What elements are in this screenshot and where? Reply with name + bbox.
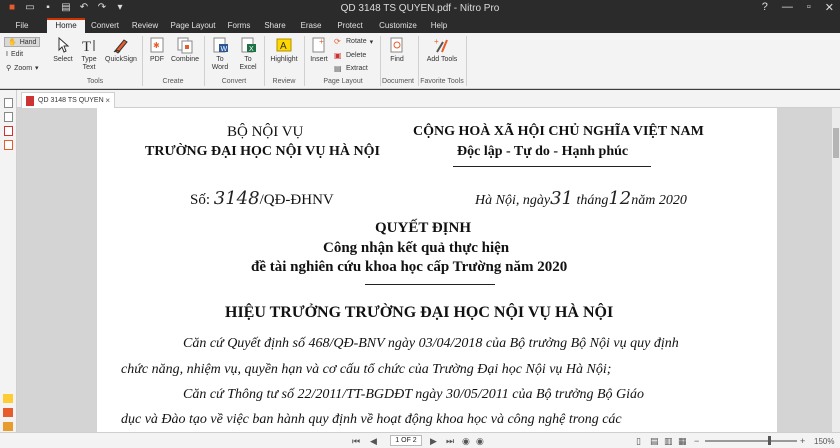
highlight-button[interactable]: A Highlight	[268, 36, 300, 64]
document-date: Hà Nội, ngày31 tháng12năm 2020	[475, 188, 687, 209]
zoom-tool-button[interactable]: ⚲ Zoom ▾	[6, 64, 39, 72]
org-line-1: BỘ NỘI VỤ	[227, 124, 304, 140]
facing-view-icon[interactable]: ▥	[664, 436, 673, 446]
document-viewer[interactable]	[17, 108, 832, 432]
add-tools-button[interactable]: + Add Tools	[426, 37, 458, 63]
title-bar	[0, 0, 840, 18]
open-icon[interactable]: ▭	[25, 2, 35, 13]
ribbon-separator	[204, 36, 205, 86]
nitro-logo-icon: ■	[8, 2, 16, 13]
insert-page-icon	[310, 36, 328, 54]
zoom-slider-thumb[interactable]	[768, 436, 771, 445]
to-excel-button[interactable]: X To Excel	[236, 36, 260, 72]
svg-text:✱: ✱	[153, 41, 160, 50]
tab-review[interactable]: Review	[131, 21, 159, 30]
ribbon-separator	[466, 36, 467, 86]
ribbon-tabs	[0, 18, 840, 33]
close-button[interactable]: ✕	[824, 2, 834, 14]
paragraph-1-line-2: chức năng, nhiệm vụ, quyền hạn và cơ cấu tổ chức của Trường Đại học Nội vụ Hà Nội;	[121, 362, 612, 377]
tab-help[interactable]: Help	[430, 21, 448, 30]
output-icon[interactable]	[3, 408, 13, 417]
highlight-icon	[275, 36, 293, 54]
window-title: QD 3148 TS QUYEN.pdf - Nitro Pro	[340, 3, 500, 14]
rotate-icon: ⟳	[334, 37, 341, 46]
ribbon: ✋ Hand I Edit ⚲ Zoom ▾ Select T Type Text QuickSign Tools ✱ PDF Combine Create W To Word X To Excel Convert A Highlight Review + Insert ⟳ Rotate ▾ ▣ Delete ▤ Extract Page Layout Find Document + Add Tools Favorite Tools	[0, 33, 840, 89]
customize-qat-icon[interactable]: ▾	[117, 2, 123, 13]
tab-erase[interactable]: Erase	[300, 21, 322, 30]
cursor-icon	[54, 36, 72, 54]
document-tab[interactable]: QD 3148 TS QUYEN ×	[21, 92, 115, 108]
decision-subheading-1: Công nhận kết quả thực hiện	[323, 240, 510, 256]
zoom-out-icon[interactable]: −	[694, 436, 700, 446]
heading-underline	[365, 284, 495, 285]
facing-continuous-view-icon[interactable]: ▦	[678, 436, 687, 446]
pen-icon	[112, 36, 130, 54]
notes-icon[interactable]	[3, 394, 13, 403]
authority-line: HIỆU TRƯỞNG TRƯỜNG ĐẠI HỌC NỘI VỤ HÀ NỘI	[225, 304, 614, 321]
scrollbar-thumb[interactable]	[833, 128, 839, 158]
tab-forms[interactable]: Forms	[227, 21, 251, 30]
save-icon[interactable]: ▪	[46, 2, 50, 13]
help-icon[interactable]: ?	[761, 1, 768, 13]
find-button[interactable]: Find	[384, 36, 410, 64]
tab-convert[interactable]: Convert	[90, 21, 119, 30]
next-page-icon[interactable]: ▶	[430, 436, 437, 446]
combine-icon	[176, 36, 194, 54]
comments-panel-icon[interactable]	[4, 140, 13, 150]
motto-underline	[453, 166, 651, 167]
hand-tool-button[interactable]: ✋ Hand	[4, 37, 40, 47]
combine-button[interactable]: Combine	[170, 36, 200, 64]
ribbon-separator	[142, 36, 143, 86]
delete-button[interactable]: ▣ Delete	[334, 51, 367, 60]
print-icon[interactable]: ▤	[61, 2, 71, 13]
zoom-level[interactable]: 150%	[814, 437, 835, 446]
ribbon-separator	[418, 36, 419, 86]
nation-line-2: Độc lập - Tự do - Hạnh phúc	[457, 144, 629, 159]
hand-icon: ✋	[8, 39, 17, 46]
org-line-2: TRƯỜNG ĐẠI HỌC NỘI VỤ HÀ NỘI	[145, 144, 380, 159]
nation-line-1: CỘNG HOÀ XÃ HỘI CHỦ NGHĨA VIỆT NAM	[413, 124, 704, 139]
pdf-file-icon	[26, 96, 34, 106]
zoom-slider[interactable]	[705, 440, 797, 442]
pdf-page	[97, 108, 777, 432]
tab-protect[interactable]: Protect	[337, 21, 363, 30]
pages-panel-icon[interactable]	[4, 98, 13, 108]
tab-page-layout[interactable]: Page Layout	[170, 21, 216, 30]
ribbon-separator	[264, 36, 265, 86]
minimize-button[interactable]: —	[781, 1, 793, 13]
bookmarks-panel-icon[interactable]	[4, 112, 13, 122]
pdf-create-icon	[148, 36, 166, 54]
tab-home[interactable]: Home	[47, 18, 85, 33]
type-text-icon	[80, 36, 98, 54]
type-text-button[interactable]: T Type Text	[78, 36, 100, 72]
tab-file[interactable]: File	[15, 21, 29, 30]
svg-text:A: A	[280, 41, 287, 52]
redo-icon[interactable]: ↷	[97, 2, 107, 13]
left-side-panel	[0, 90, 17, 432]
decision-subheading-2: đề tài nghiên cứu khoa học cấp Trường năm 2020	[251, 259, 568, 275]
svg-text:+: +	[319, 37, 324, 46]
attachments-panel-icon[interactable]	[4, 126, 13, 136]
document-tabs	[17, 90, 840, 108]
rotate-button[interactable]: ⟳ Rotate ▾	[334, 37, 374, 46]
excel-icon	[239, 36, 257, 54]
delete-page-icon: ▣	[334, 51, 342, 60]
ribbon-separator	[304, 36, 305, 86]
last-page-icon[interactable]: ⏭	[446, 436, 455, 446]
paragraph-2-line-1: Căn cứ Thông tư số 22/2011/TT-BGDĐT ngày 30/05/2011 của Bộ trưởng Bộ Giáo	[183, 387, 645, 402]
chevron-down-icon: ▾	[369, 38, 374, 46]
word-icon	[211, 36, 229, 54]
add-tools-icon	[433, 36, 451, 54]
close-tab-icon[interactable]: ×	[105, 96, 110, 105]
previous-page-icon[interactable]: ◀	[370, 436, 377, 446]
continuous-view-icon[interactable]: ▤	[650, 436, 659, 446]
back-view-icon[interactable]: ◉	[462, 436, 470, 446]
extract-page-icon: ▤	[334, 64, 342, 73]
paragraph-2-line-2: dục và Đào tạo về việc ban hành quy định về hoạt động khoa học và công nghệ trong các	[121, 412, 622, 427]
decision-heading: QUYẾT ĐỊNH	[375, 220, 471, 236]
status-bar	[0, 432, 840, 448]
first-page-icon[interactable]: ⏮	[352, 436, 361, 446]
maximize-button[interactable]: ▫	[806, 1, 811, 13]
vertical-scrollbar[interactable]	[832, 108, 840, 432]
insert-button[interactable]: + Insert	[310, 37, 328, 63]
tags-icon[interactable]	[3, 422, 13, 431]
svg-text:X: X	[249, 46, 254, 53]
svg-text:+: +	[434, 37, 439, 46]
svg-text:T: T	[82, 39, 92, 54]
edit-icon: I	[6, 51, 8, 58]
extract-button[interactable]: ▤ Extract	[334, 64, 368, 73]
chevron-down-icon: ▾	[35, 65, 39, 72]
find-icon	[388, 36, 406, 54]
quicksign-button[interactable]: QuickSign	[104, 36, 138, 64]
tab-share[interactable]: Share	[264, 21, 286, 30]
svg-text:W: W	[220, 46, 228, 53]
zoom-in-icon[interactable]: +	[800, 436, 806, 446]
paragraph-1-line-1: Căn cứ Quyết định số 468/QĐ-BNV ngày 03/04/2018 của Bộ trưởng Bộ Nội vụ quy định	[183, 336, 679, 351]
to-word-button[interactable]: W To Word	[208, 36, 232, 72]
single-page-view-icon[interactable]: ▯	[636, 436, 641, 446]
tab-customize[interactable]: Customize	[379, 21, 417, 30]
page-number-field[interactable]: 1 OF 2	[390, 435, 422, 446]
edit-tool-button[interactable]: I Edit	[6, 51, 24, 58]
undo-icon[interactable]: ↶	[79, 2, 89, 13]
forward-view-icon[interactable]: ◉	[476, 436, 484, 446]
zoom-icon: ⚲	[6, 65, 12, 72]
select-button[interactable]: Select	[52, 36, 74, 64]
document-number: Số: 3148/QĐ-ĐHNV	[190, 188, 334, 209]
pdf-button[interactable]: ✱ PDF	[146, 36, 168, 64]
